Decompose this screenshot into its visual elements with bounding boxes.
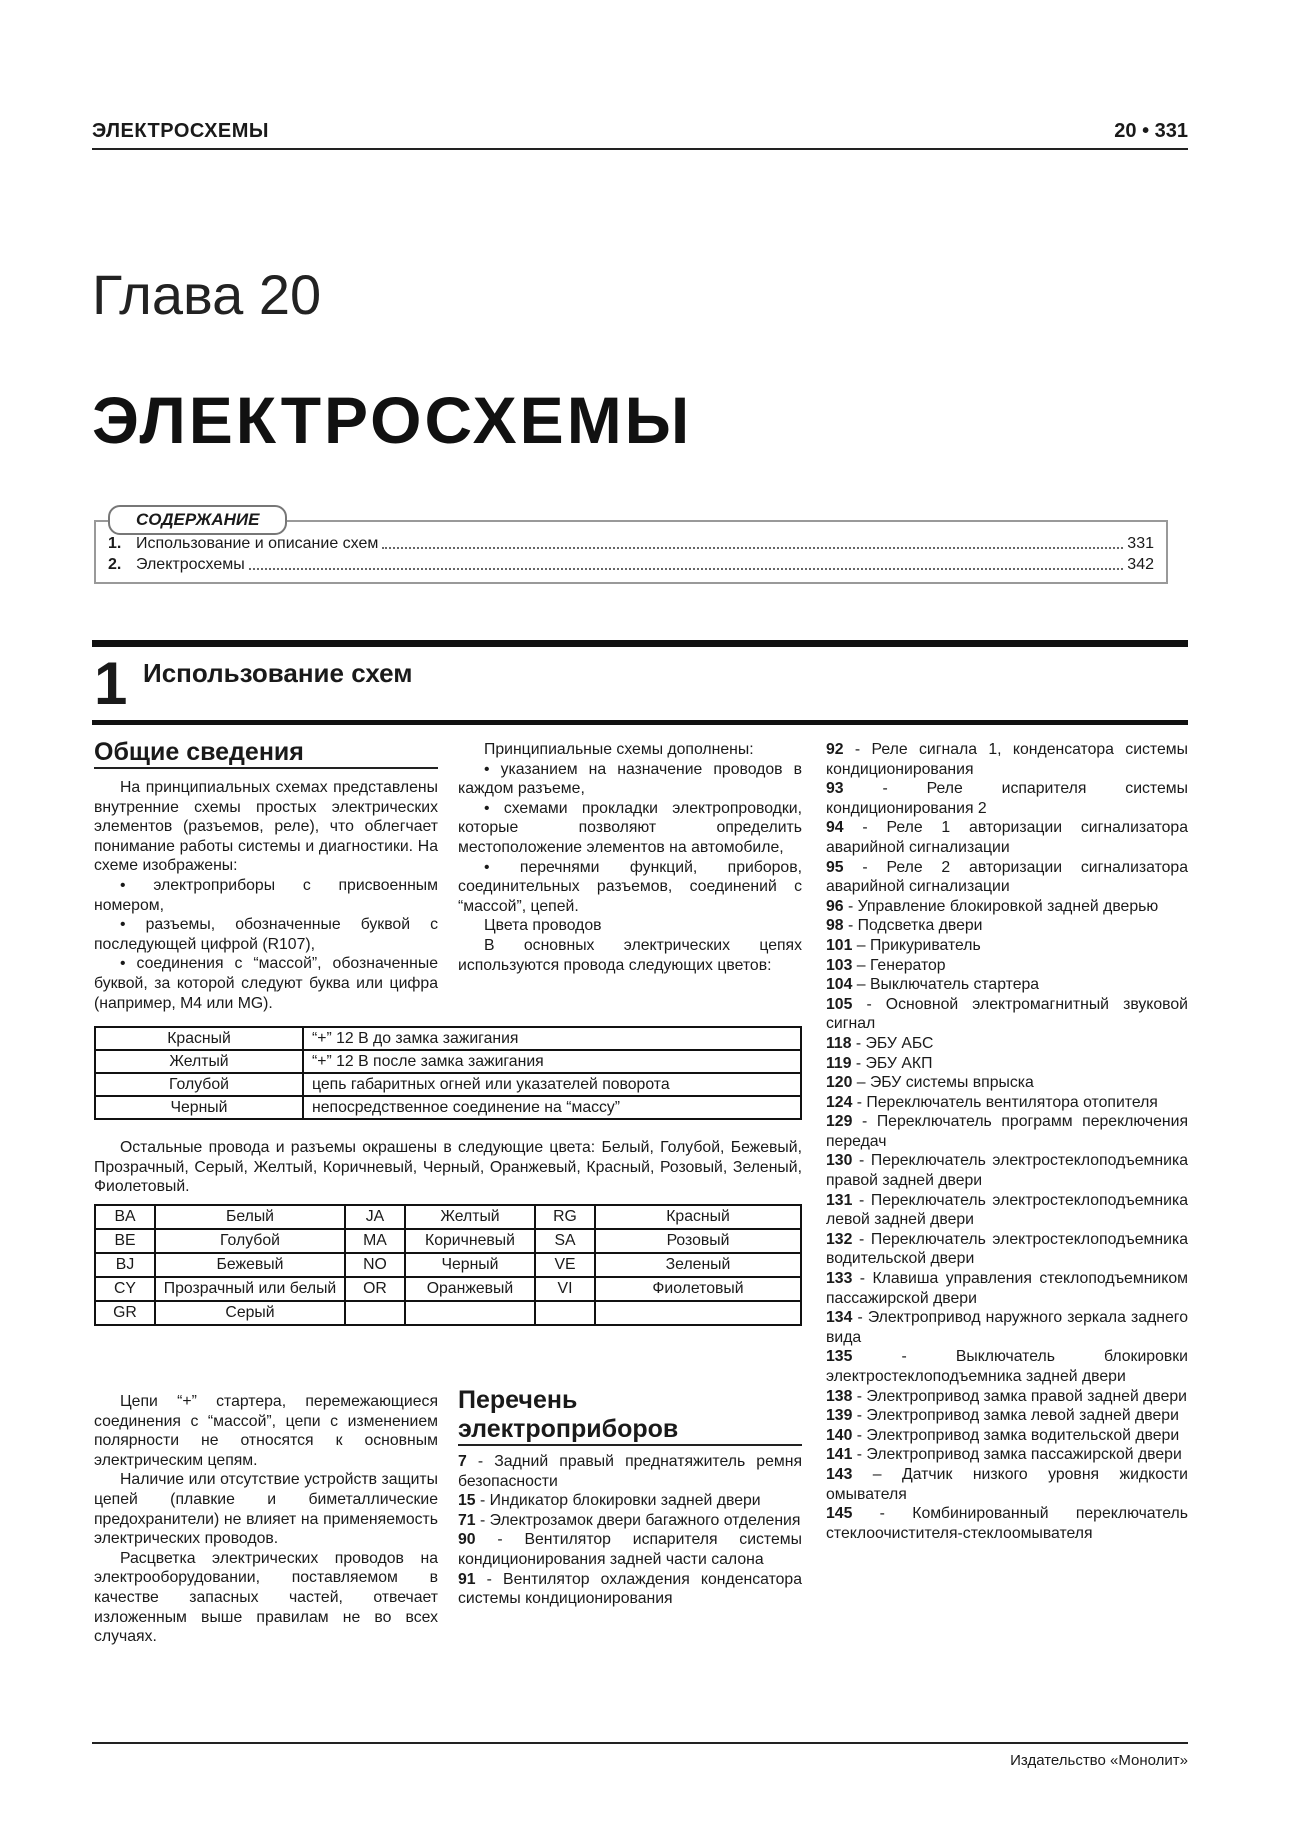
list-item: 101 – Прикуриватель [826, 936, 981, 954]
list-item: 139 - Электропривод замка левой задней двери [826, 1407, 1179, 1425]
list-item: 135 - Выключатель блокировки электростеклоподъемника задней двери [826, 1348, 1188, 1385]
table-row: BJ Бежевый NO Черный VE Зеленый [95, 1253, 801, 1277]
list-item: 98 - Подсветка двери [826, 917, 983, 935]
list-item: 15 - Индикатор блокировки задней двери [458, 1492, 761, 1510]
list-item: 93 - Реле испарителя системы кондиционирования 2 [826, 780, 1188, 817]
general-heading: Общие сведения [94, 738, 438, 769]
table-of-contents [94, 510, 1168, 584]
list-item: 105 - Основной электромагнитный звуковой сигнал [826, 995, 1188, 1033]
list-item: 129 - Переключатель программ переключения передач [826, 1113, 1188, 1150]
list-item: 124 - Переключатель вентилятора отопителя [826, 1093, 1158, 1111]
toc-item[interactable]: 1. Использование и описание схем 331 [108, 535, 1154, 552]
section-rule-bottom [92, 720, 1188, 725]
list-item: 132 - Переключатель электростеклоподъемника водительской двери [826, 1230, 1188, 1268]
table-row: Желтый “+” 12 В после замка зажигания [95, 1050, 801, 1073]
list-item: 92 - Реле сигнала 1, конденсатора системы кондиционирования [826, 741, 1188, 778]
page-number: 20 • 331 [1114, 120, 1188, 142]
list-item: 104 – Выключатель стартера [826, 976, 1040, 994]
general-text: На принципиальных схемах представлены внутренние схемы простых электрических элементов (разъемов, реле), что облегчает понимание работы системы и диагностики. На схеме изображены: • электроприборы с присвоенным номером, • разъемы, обозначенные буквой с последующей цифрой (R107), • соединения с “массой”, обозначенные буквой, за которой следуют буква или цифра (например, M4 или MG). [94, 778, 438, 1013]
section-number: 1 [94, 650, 128, 717]
list-item: 7 - Задний правый преднатяжитель ремня безопасности [458, 1453, 802, 1490]
list-item: 133 - Клавиша управления стеклоподъемником пассажирской двери [826, 1270, 1188, 1307]
table-row: Красный “+” 12 В до замка зажигания [95, 1027, 801, 1050]
chapter-label: Глава 20 [92, 263, 322, 326]
list-item: 95 - Реле 2 авторизации сигнализатора аварийной сигнализации [826, 858, 1188, 896]
list-item: 118 - ЭБУ АБС [826, 1034, 934, 1052]
list-item: 131 - Переключатель электростеклоподъемника левой задней двери [826, 1191, 1188, 1229]
page-header [92, 118, 1188, 150]
section-rule-top [92, 640, 1188, 647]
list-item: 120 – ЭБУ системы впрыска [826, 1074, 1034, 1092]
list-item: 145 - Комбинированный переключатель стеклоочистителя-стеклоомывателя [826, 1505, 1188, 1542]
list-item: 119 - ЭБУ АКП [826, 1054, 933, 1072]
table-row: BE Голубой MA Коричневый SA Розовый [95, 1229, 801, 1253]
toc-label: СОДЕРЖАНИЕ [108, 505, 287, 535]
list-item: 138 - Электропривод замка правой задней двери [826, 1387, 1188, 1405]
other-colors-text: Остальные провода и разъемы окрашены в следующие цвета: Белый, Голубой, Бежевый, Прозрачный, Серый, Желтый, Коричневый, Черный, Оранжевый, Красный, Розовый, Зеленый, Фиолетовый. [94, 1139, 802, 1196]
table-row: Черный непосредственное соединение на “массу” [95, 1096, 801, 1119]
list-item: 94 - Реле 1 авторизации сигнализатора аварийной сигнализации [826, 819, 1188, 856]
list-item: 91 - Вентилятор охлаждения конденсатора системы кондиционирования [458, 1570, 802, 1608]
table-row: Голубой цепь габаритных огней или указателей поворота [95, 1073, 801, 1096]
list-item: 140 - Электропривод замка водительской двери [826, 1426, 1180, 1444]
supplement-text: Принципиальные схемы дополнены: • указанием на назначение проводов в каждом разъеме, • схемами прокладки электропроводки, которые позволяют определить местоположение элементов на автомобиле, • перечнями функций, приборов, соединительных разъемов, соединений с “массой”, цепей. Цвета проводов В основных электрических цепях используются провода следующих цветов: [458, 740, 802, 975]
list-item: 134 - Электропривод наружного зеркала заднего вида [826, 1309, 1188, 1346]
notes-text: Цепи “+” стартера, перемежающиеся соединения с “массой”, цепи с изменением полярности не относятся к основным электрическим цепям. Наличие или отсутствие устройств защиты цепей (плавкие и биметаллические предохранители) не влияет на применяемость электрических проводов. Расцветка электрических проводов на электрооборудовании, поставляемом в качестве запасных частей, отвечает изложенным выше правилам не во всех случаях. [94, 1393, 438, 1646]
color-code-table [94, 1204, 802, 1326]
running-title: ЭЛЕКТРОСХЕМЫ [92, 120, 269, 142]
list-item: 90 - Вентилятор испарителя системы кондиционирования задней части салона [458, 1531, 802, 1568]
page-title: ЭЛЕКТРОСХЕМЫ [92, 383, 693, 457]
list-item: 96 - Управление блокировкой задней дверью [826, 897, 1159, 915]
list-item: 103 – Генератор [826, 956, 946, 974]
list-item: 71 - Электрозамок двери багажного отделения [458, 1511, 801, 1529]
list-item: 141 - Электропривод замка пассажирской двери [826, 1446, 1182, 1464]
devices-heading: Перечень электроприборов [458, 1386, 802, 1446]
devices-list-right [826, 740, 1188, 1543]
list-item: 130 - Переключатель электростеклоподъемника правой задней двери [826, 1152, 1188, 1190]
footer-rule [92, 1742, 1188, 1744]
list-item: 143 – Датчик низкого уровня жидкости омывателя [826, 1465, 1188, 1503]
table-row: CY Прозрачный или белый OR Оранжевый VI Фиолетовый [95, 1277, 801, 1301]
section-title: Использование схем [143, 658, 413, 688]
toc-item[interactable]: 2. Электросхемы 342 [108, 556, 1154, 573]
table-row: BA Белый JA Желтый RG Красный [95, 1205, 801, 1229]
wire-color-table [94, 1026, 802, 1120]
publisher-footer: Издательство «Монолит» [1010, 1752, 1188, 1769]
table-row: GR Серый [95, 1301, 801, 1325]
devices-list-middle [458, 1452, 802, 1609]
